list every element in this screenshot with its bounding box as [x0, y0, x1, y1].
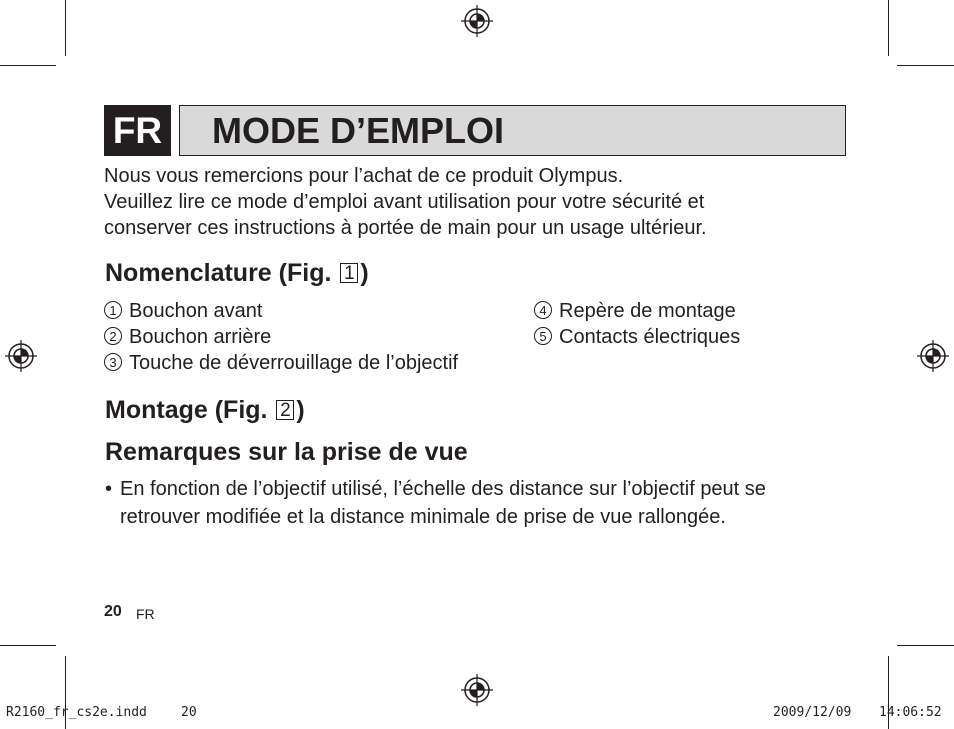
- crop-mark: [0, 65, 56, 66]
- intro-line: conserver ces instructions à portée de main pour un usage ultérieur.: [104, 217, 707, 239]
- crop-mark: [65, 0, 66, 56]
- slug-time: 14:06:52: [879, 705, 942, 720]
- nomenclature-item: 2 Bouchon arrière: [104, 324, 271, 350]
- nomenclature-item: 3 Touche de déverrouillage de l’objectif: [104, 350, 458, 376]
- remarks-heading: Remarques sur la prise de vue: [105, 438, 468, 466]
- montage-heading: Montage (Fig. 2 ): [105, 396, 305, 424]
- figure-ref: 1: [340, 263, 358, 283]
- registration-mark-icon: [916, 339, 950, 373]
- crop-mark: [0, 645, 56, 646]
- registration-mark-icon: [460, 673, 494, 707]
- page-number: 20: [104, 603, 122, 620]
- title-bar: [179, 105, 846, 156]
- registration-mark-icon: [4, 339, 38, 373]
- remark-line: En fonction de l’objectif utilisé, l’échelle des distance sur l’objectif peut se: [120, 478, 766, 500]
- footer-language: FR: [136, 606, 155, 622]
- slug-page: 20: [181, 705, 197, 720]
- crop-mark: [897, 65, 954, 66]
- slug-date: 2009/12/09: [773, 705, 852, 720]
- nomenclature-item: 5 Contacts électriques: [534, 324, 740, 350]
- crop-mark: [897, 645, 954, 646]
- nomenclature-item: 4 Repère de montage: [534, 298, 736, 324]
- language-badge: FR: [104, 105, 171, 156]
- intro-line: Nous vous remercions pour l’achat de ce produit Olympus.: [104, 165, 624, 187]
- slug-filename: R2160_fr_cs2e.indd: [6, 705, 147, 720]
- bullet-icon: •: [105, 478, 113, 500]
- remark-line: retrouver modifiée et la distance minimale de prise de vue rallongée.: [120, 506, 726, 528]
- figure-ref: 2: [276, 400, 294, 420]
- nomenclature-heading: Nomenclature (Fig. 1 ): [105, 259, 369, 287]
- nomenclature-item: 1 Bouchon avant: [104, 298, 262, 324]
- page-title: MODE D’EMPLOI: [212, 110, 505, 151]
- crop-mark: [888, 0, 889, 56]
- intro-line: Veuillez lire ce mode d’emploi avant utilisation pour votre sécurité et: [104, 191, 705, 213]
- registration-mark-icon: [460, 4, 494, 38]
